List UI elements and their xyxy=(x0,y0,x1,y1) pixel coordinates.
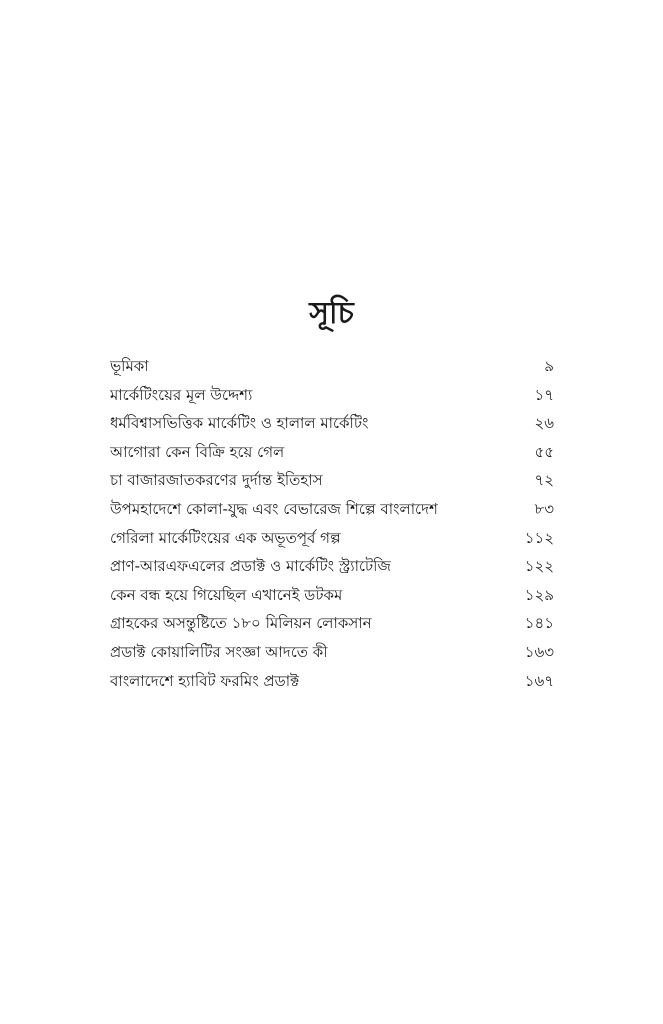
toc-entry xyxy=(110,581,554,610)
toc-entry xyxy=(110,495,554,524)
toc-entry-page: ১৭ xyxy=(534,385,554,404)
toc-entry-title: আগোরা কেন বিক্রি হয়ে গেল xyxy=(110,442,285,461)
toc-entry-page: ১২২ xyxy=(524,557,554,576)
toc-entry-page: ১১২ xyxy=(524,528,554,547)
toc-entry-title: বাংলাদেশে হ্যাবিট ফরমিং প্রডাক্ট xyxy=(110,671,300,690)
toc-entry xyxy=(110,524,554,553)
toc-entry-page: ৯ xyxy=(544,357,554,375)
toc-entry xyxy=(110,438,554,467)
toc-entry xyxy=(110,638,554,667)
toc-entry xyxy=(110,552,554,581)
toc-entry-title: চা বাজারজাতকরণের দুর্দান্ত ইতিহাস xyxy=(110,471,323,490)
toc-entry xyxy=(110,352,554,381)
toc-entry xyxy=(110,667,554,696)
toc-entry-title: গেরিলা মার্কেটিংয়ের এক অভূতপূর্ব গল্প xyxy=(110,528,341,547)
toc-entry xyxy=(110,466,554,495)
toc-entry-title: ভূমিকা xyxy=(110,357,149,375)
toc-entry-title: উপমহাদেশে কোলা-যুদ্ধ এবং বেভারেজ শিল্পে বাংলাদেশ xyxy=(110,499,438,518)
toc-entry-page: ১৬৩ xyxy=(524,642,554,661)
toc-heading: সূচি xyxy=(309,296,354,331)
toc-entry-title: মার্কেটিংয়ের মূল উদ্দেশ্য xyxy=(110,385,253,404)
toc-entry-page: ১৬৭ xyxy=(524,671,554,690)
toc-entry-page: ১২৯ xyxy=(524,585,554,604)
toc-entry xyxy=(110,609,554,638)
toc-entry xyxy=(110,381,554,410)
toc-entry-title: ধর্মবিশ্বাসভিত্তিক মার্কেটিং ও হালাল মার্কেটিং xyxy=(110,414,369,433)
toc-entry-title: কেন বন্ধ হয়ে গিয়েছিল এখানেই ডটকম xyxy=(110,585,343,604)
toc-entry-page: ২৬ xyxy=(534,414,554,433)
toc-entry-page: ১৪১ xyxy=(524,614,554,633)
toc-entry-title: গ্রাহকের অসন্তুষ্টিতে ১৮০ মিলিয়ন লোকসান xyxy=(110,614,372,633)
toc-entry-title: প্রাণ-আরএফএলের প্রডাক্ট ও মার্কেটিং স্ট্র্যাটেজি xyxy=(110,557,391,576)
toc-entry-page: ৫৫ xyxy=(534,442,554,461)
toc-entry-page: ৭২ xyxy=(534,471,554,490)
toc-entry-title: প্রডাক্ট কোয়ালিটির সংজ্ঞা আদতে কী xyxy=(110,642,328,661)
toc-entry-page: ৮৩ xyxy=(534,499,554,518)
toc-entry xyxy=(110,409,554,438)
toc-list xyxy=(110,352,554,695)
